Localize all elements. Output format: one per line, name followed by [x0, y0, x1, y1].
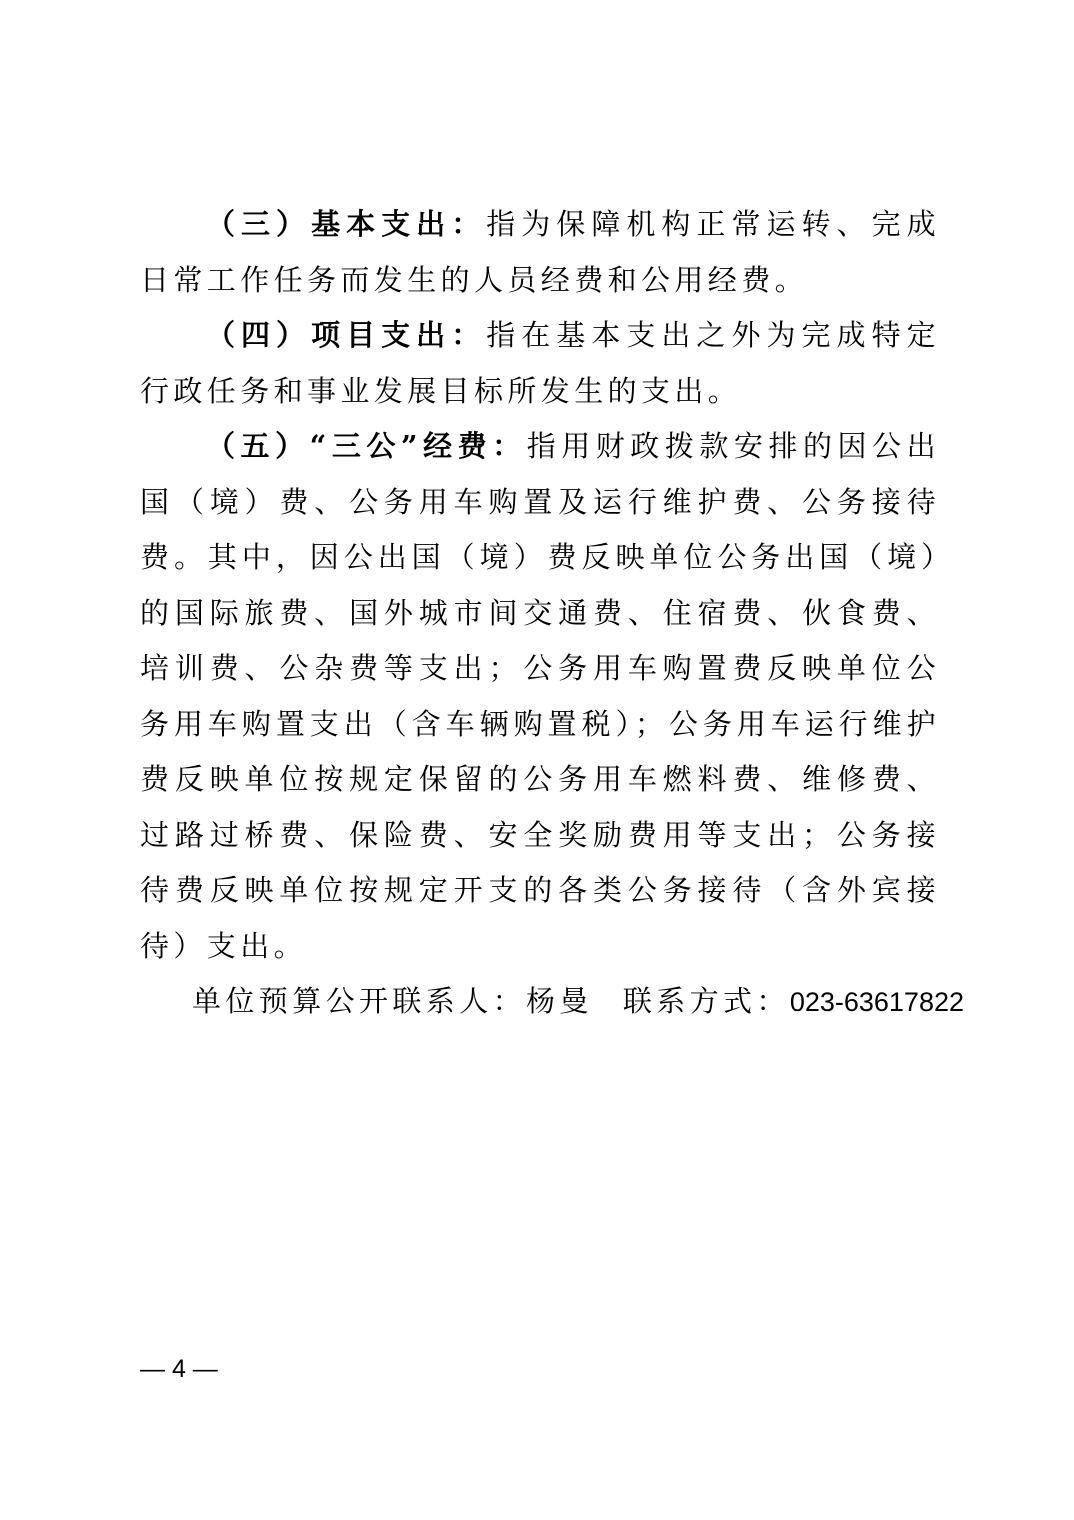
paragraph-heading: （四）项目支出：: [206, 318, 487, 352]
paragraph-heading: （三）基本支出：: [206, 207, 487, 241]
paragraph-text: 指用财政拨款安排的因公出国（境）费、公务用车购置及运行维护费、公务接待费。其中，因公出国（境）费反映单位公务出国（境）的国际旅费、国外城市间交通费、住宿费、伙食费、培训费、公杂费等支出；公务用车购置费反映单位公务用车购置支出（含车辆购置税）；公务用车运行维护费反映单位按规定保留的公务用车燃料费、维修费、过路过桥费、保险费、安全奖励费用等支出；公务接待费反映单位按规定开支的各类公务接待（含外宾接待）支出。: [140, 429, 940, 963]
contact-person: 单位预算公开联系人：杨曼: [192, 984, 593, 1018]
paragraph-text: 指为保障机构正常运转、完成日常工作任务而发生的人员经费和公用经费。: [140, 207, 941, 297]
paragraph-basic-expenditure: [140, 197, 940, 308]
page-number: — 4 —: [140, 1355, 218, 1383]
contact-line: [140, 974, 964, 1031]
paragraph-project-expenditure: [140, 308, 940, 419]
document-body: [140, 197, 964, 1031]
paragraph-heading: （五）“三公”经费：: [206, 429, 527, 463]
paragraph-three-public-expenses: [140, 419, 940, 974]
paragraph-text: 指在基本支出之外为完成特定行政任务和事业发展目标所发生的支出。: [140, 318, 941, 408]
contact-phone: 023-63617822: [789, 987, 964, 1017]
contact-method-label: 联系方式：: [622, 984, 790, 1018]
